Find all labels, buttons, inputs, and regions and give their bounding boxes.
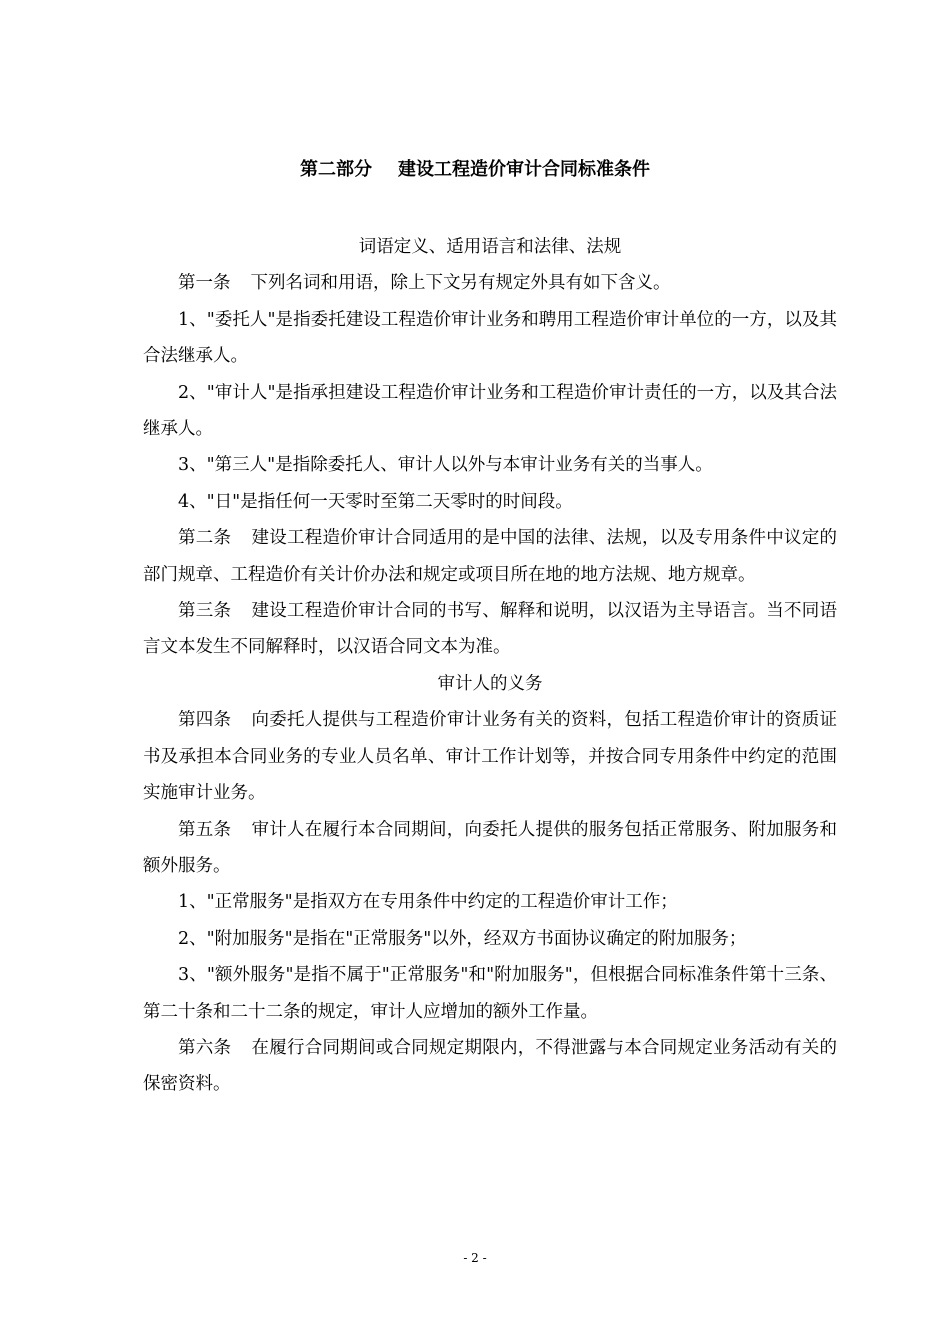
article-label: 第三条 [178, 601, 232, 622]
article-label: 第二条 [178, 528, 232, 549]
document-body [143, 229, 837, 1103]
paragraph-text: 建设工程造价审计合同适用的是中国的法律、法规，以及专用条件中议定的部门规章、工程造价有关计价办法和规定或项目所在地的地方法规、地方规章。 [143, 528, 837, 585]
clause-paragraph [143, 302, 837, 375]
paragraph-text: 3、"额外服务"是指不属于"正常服务"和"附加服务"，但根据合同标准条件第十三条、第二十条和二十二条的规定，审计人应增加的额外工作量。 [143, 965, 837, 1022]
section-heading: 词语定义、适用语言和法律、法规 [358, 237, 622, 257]
clause-paragraph [143, 447, 837, 483]
paragraph-text: 4、"日"是指任何一天零时至第二天零时的时间段。 [178, 491, 573, 512]
paragraph-text: 审计人在履行本合同期间，向委托人提供的服务包括正常服务、附加服务和额外服务。 [143, 819, 837, 876]
page-number: - 2 - [463, 1251, 487, 1265]
article-paragraph [143, 1030, 837, 1103]
clause-paragraph [143, 921, 837, 957]
paragraph-text: 2、"审计人"是指承担建设工程造价审计业务和工程造价审计责任的一方，以及其合法继承人。 [143, 382, 837, 440]
paragraph-text: 1、"委托人"是指委托建设工程造价审计业务和聘用工程造价审计单位的一方，以及其合法继承人。 [143, 309, 837, 367]
clause-paragraph [143, 484, 837, 520]
article-paragraph [143, 593, 837, 666]
article-paragraph [143, 812, 837, 885]
article-label: 第六条 [178, 1037, 232, 1058]
paragraph-text: 下列名词和用语，除上下文另有规定外具有如下含义。 [250, 273, 671, 294]
paragraph-text: 在履行合同期间或合同规定期限内，不得泄露与本合同规定业务活动有关的保密资料。 [143, 1037, 837, 1095]
article-label: 第五条 [178, 819, 232, 840]
clause-paragraph [143, 957, 837, 1030]
clause-paragraph [143, 375, 837, 448]
paragraph-text: 建设工程造价审计合同的书写、解释和说明，以汉语为主导语言。当不同语言文本发生不同解释时，以汉语合同文本为准。 [143, 601, 837, 658]
clause-paragraph [143, 884, 837, 920]
paragraph-text: 3、"第三人"是指除委托人、审计人以外与本审计业务有关的当事人。 [178, 455, 713, 476]
article-label: 第四条 [178, 710, 232, 731]
article-paragraph [143, 520, 837, 593]
article-paragraph [143, 265, 837, 301]
paragraph-text: 2、"附加服务"是指在"正常服务"以外，经双方书面协议确定的附加服务； [178, 928, 747, 949]
title-name: 建设工程造价审计合同标准条件 [398, 159, 650, 180]
article-paragraph [143, 702, 837, 811]
document-title [0, 156, 950, 184]
article-label: 第一条 [178, 273, 231, 294]
paragraph-text: 向委托人提供与工程造价审计业务有关的资料，包括工程造价审计的资质证书及承担本合同业务的专业人员名单、审计工作计划等，并按合同专用条件中约定的范围实施审计业务。 [143, 710, 837, 804]
title-part: 第二部分 [300, 159, 372, 180]
paragraph-text: 1、"正常服务"是指双方在专用条件中约定的工程造价审计工作； [178, 892, 678, 913]
section-heading: 审计人的义务 [437, 673, 543, 694]
